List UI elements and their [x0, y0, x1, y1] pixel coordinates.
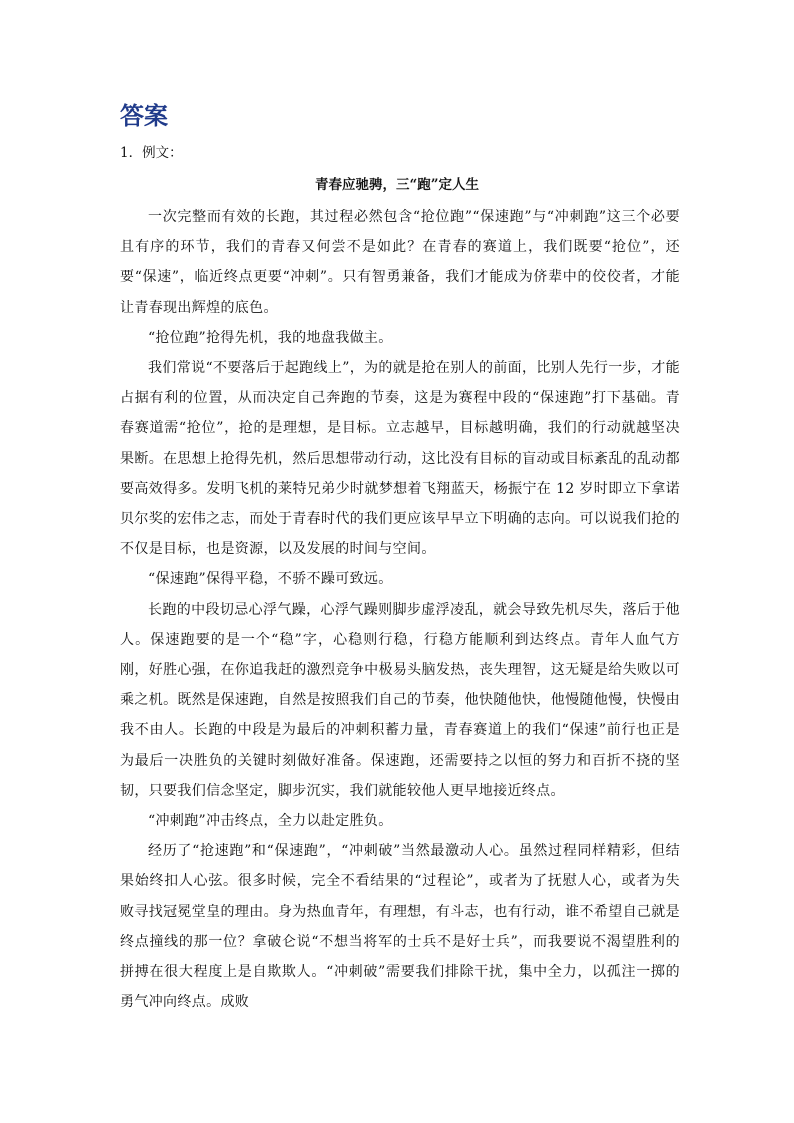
essay-paragraph-intro: 一次完整而有效的长跑，其过程必然包含“抢位跑”“保速跑”与“冲刺跑”这三个必要且有序的环节，我们的青春又何尝不是如此？在青春的赛道上，我们既要“抢位”，还要“保速”，临近终点更要“冲刺”。只有智勇兼备，我们才能成为侪辈中的佼佼者，才能让青春现出辉煌的底色。 — [120, 209, 680, 316]
essay-body — [120, 202, 680, 1017]
essay-paragraph-point-1: “抢位跑”抢得先机，我的地盘我做主。 — [148, 329, 393, 346]
essay-title: 青春应驰骋，三“跑”定人生 — [314, 177, 480, 193]
essay-paragraph-point-3: “冲刺跑”冲击终点，全力以赴定胜负。 — [148, 813, 393, 830]
essay-paragraph-body-2: 长跑的中段切忌心浮气躁，心浮气躁则脚步虚浮凌乱，就会导致先机尽失，落后于他人。保速跑要的是一个“稳”字，心稳则行稳，行稳方能顺利到达终点。青年人血气方刚，好胜心强，在你追我赶的激烈竞争中极易头脑发热，丧失理智，这无疑是给失败以可乘之机。既然是保速跑，自然是按照我们自己的节奏，他快随他快，他慢随他慢，快慢由我不由人。长跑的中段是为最后的冲刺积蓄力量，青春赛道上的我们“保速”前行也正是为最后一决胜负的关键时刻做好准备。保速跑，还需要持之以恒的努力和百折不挠的坚韧，只要我们信念坚定，脚步沉实，我们就能较他人更早地接近终点。 — [120, 601, 680, 799]
essay-paragraph-point-2: “保速跑”保得平稳，不骄不躁可致远。 — [148, 571, 393, 588]
essay-paragraph-body-1: 我们常说“不要落后于起跑线上”，为的就是抢在别人的前面，比别人先行一步，才能占据有利的位置，从而决定自己奔跑的节奏，这是为赛程中段的“保速跑”打下基础。青春赛道需“抢位”，抢的是理想，是目标。立志越早，目标越明确，我们的行动就越坚决果断。在思想上抢得先机，然后思想带动行动，这比没有目标的盲动或目标紊乱的乱动都要高效得多。发明飞机的莱特兄弟少时就梦想着飞翔蓝天，杨振宁在 12 岁时即立下拿诺贝尔奖的宏伟之志，而处于青春时代的我们更应该早早立下明确的志向。可以说我们抢的不仅是目标，也是资源，以及发展的时间与空间。 — [120, 360, 680, 558]
essay-paragraph-body-3: 经历了“抢速跑”和“保速跑”，“冲刺破”当然最激动人心。虽然过程同样精彩，但结果始终扣人心弦。很多时候，完全不看结果的“过程论”，或者为了抚慰人心，或者为失败寻找冠冕堂皇的理由。身为热血青年，有理想，有斗志，也有行动，谁不希望自己就是终点撞线的那一位？拿破仑说“不想当将军的士兵不是好士兵”，而我要说不渴望胜利的拼搏在很大程度上是自欺欺人。“冲刺破”需要我们排除干扰，集中全力，以孤注一掷的勇气冲向终点。成败 — [120, 843, 680, 1011]
answer-heading: 答案 — [120, 102, 168, 130]
question-number: 1．例文： — [120, 145, 183, 161]
